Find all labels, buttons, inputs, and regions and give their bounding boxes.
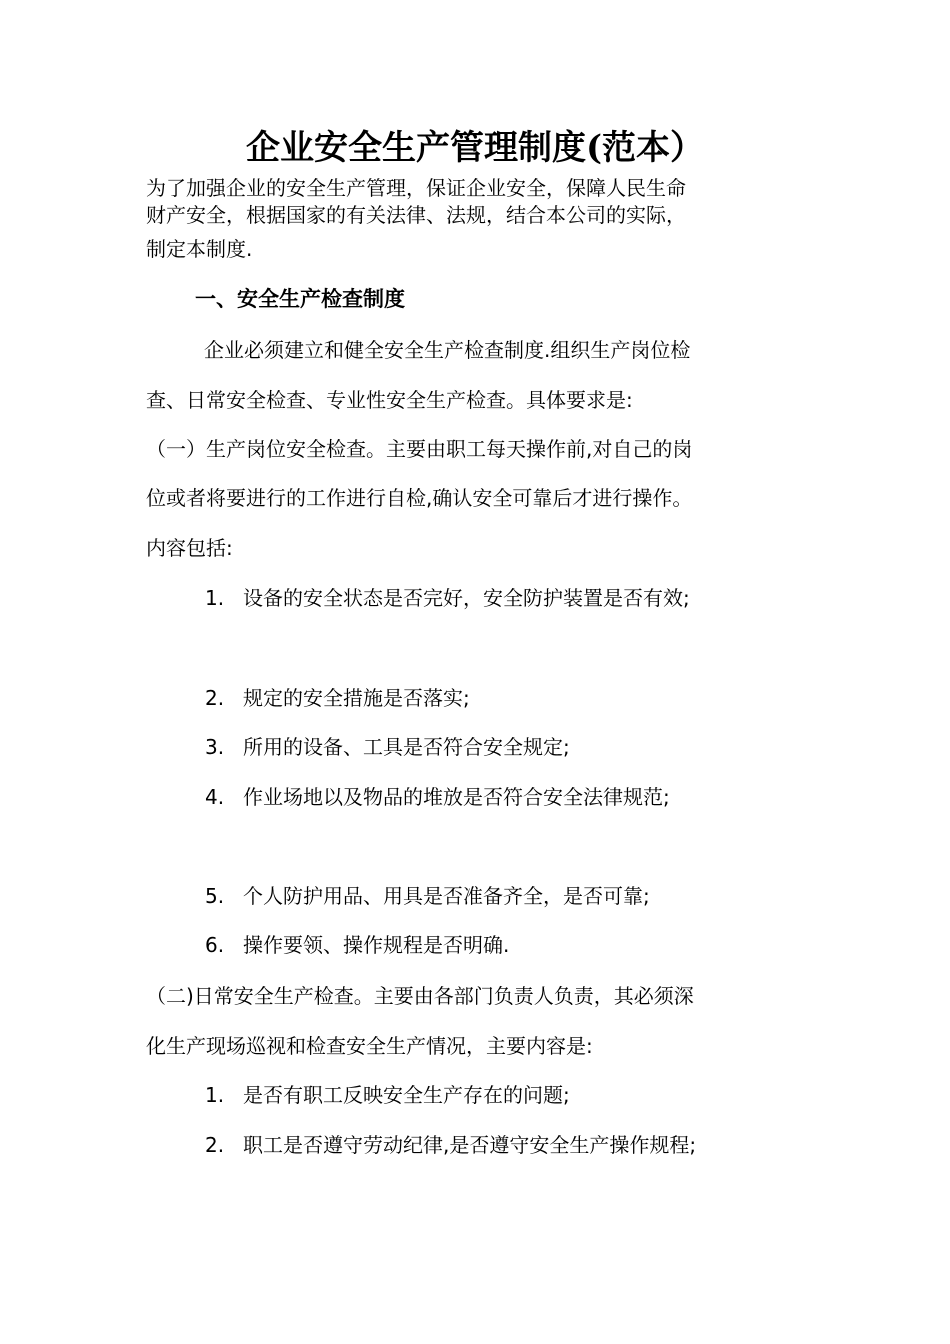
list-number: 5. (205, 884, 225, 908)
subsection-line: （二)日常安全生产检查。主要由各部门负责人负责，其必须深 (146, 984, 694, 1008)
list-text: 规定的安全措施是否落实; (243, 686, 470, 710)
list-item (205, 585, 690, 611)
list-item (205, 1132, 696, 1158)
list-number: 4. (205, 785, 225, 809)
list-number: 1. (205, 586, 225, 610)
list-text: 职工是否遵守劳动纪律,是否遵守安全生产操作规程; (243, 1133, 697, 1157)
list-text: 设备的安全状态是否完好，安全防护装置是否有效; (243, 586, 690, 610)
subsection-line: 内容包括: (146, 536, 233, 560)
section-heading: 一、安全生产检查制度 (195, 287, 405, 311)
list-text: 个人防护用品、用具是否准备齐全，是否可靠; (243, 884, 650, 908)
list-text: 作业场地以及物品的堆放是否符合安全法律规范; (243, 785, 670, 809)
subsection-line: 化生产现场巡视和检查安全生产情况，主要内容是: (146, 1034, 593, 1058)
paragraph-line: 企业必须建立和健全安全生产检查制度.组织生产岗位检 (204, 338, 691, 362)
list-text: 所用的设备、工具是否符合安全规定; (243, 735, 570, 759)
list-number: 2. (205, 1133, 225, 1157)
intro-line: 财产安全，根据国家的有关法律、法规，结合本公司的实际， (146, 203, 686, 227)
intro-line: 制定本制度. (146, 237, 253, 261)
list-item (205, 784, 670, 810)
list-item (205, 1082, 570, 1108)
subsection-line: （一）生产岗位安全检查。主要由职工每天操作前,对自己的岗 (146, 437, 693, 461)
list-item (205, 932, 509, 958)
list-item (205, 883, 650, 909)
document-title: 企业安全生产管理制度(范本） (245, 128, 705, 168)
intro-line: 为了加强企业的安全生产管理，保证企业安全，保障人民生命 (146, 176, 686, 200)
list-number: 6. (205, 933, 225, 957)
list-text: 是否有职工反映安全生产存在的问题; (243, 1083, 570, 1107)
list-number: 2. (205, 686, 225, 710)
list-text: 操作要领、操作规程是否明确. (243, 933, 510, 957)
list-number: 1. (205, 1083, 225, 1107)
subsection-line: 位或者将要进行的工作进行自检,确认安全可靠后才进行操作。 (146, 486, 693, 510)
list-number: 3. (205, 735, 225, 759)
list-item (205, 734, 570, 760)
paragraph-line: 查、日常安全检查、专业性安全生产检查。具体要求是: (146, 388, 633, 412)
list-item (205, 685, 470, 711)
